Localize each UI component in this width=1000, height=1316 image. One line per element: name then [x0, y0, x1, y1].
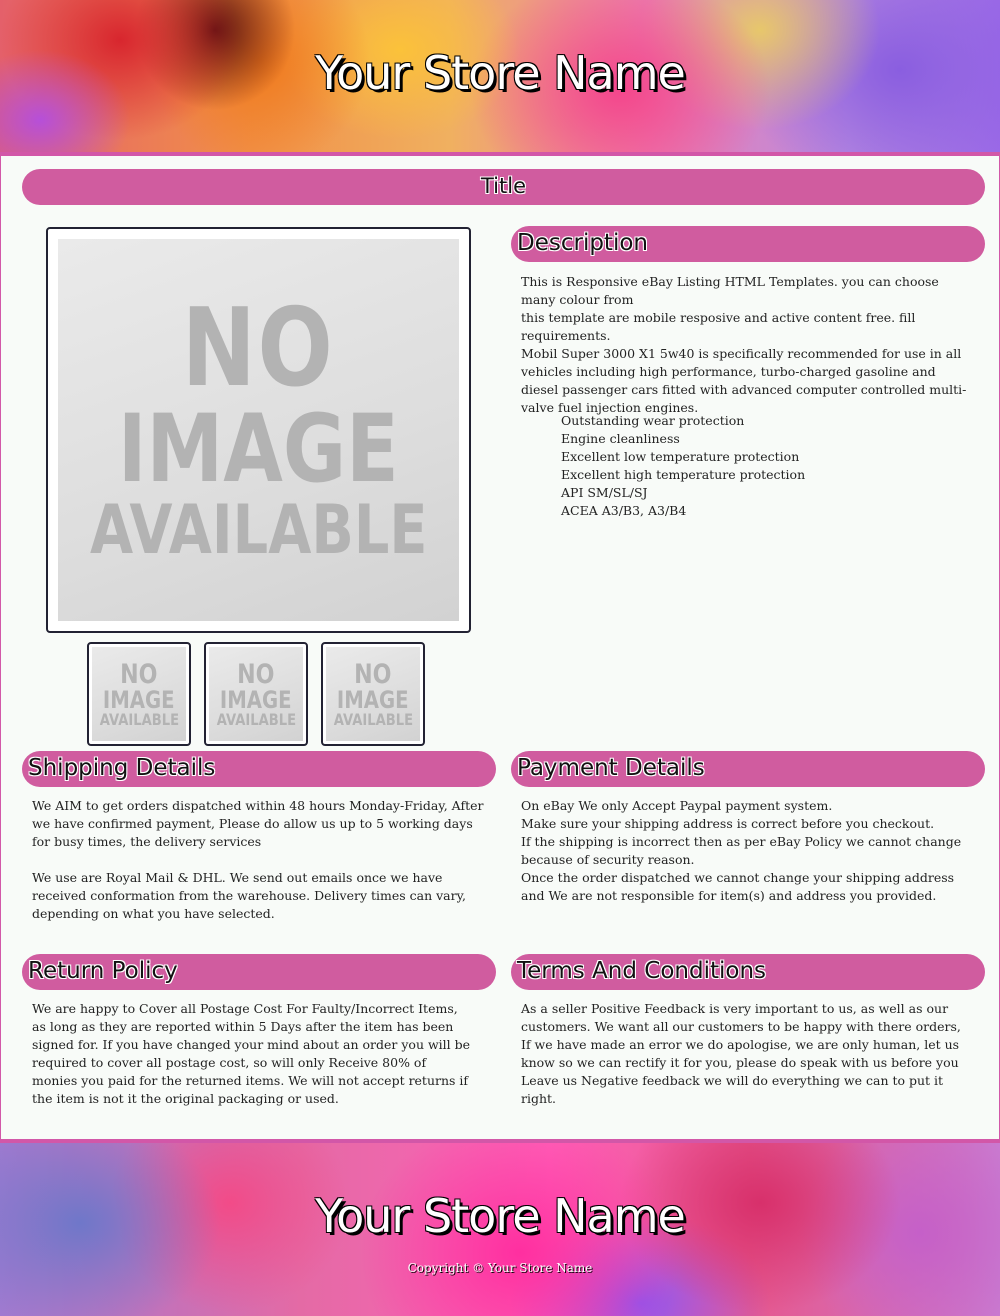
placeholder-text-line2: IMAGE [337, 685, 409, 714]
footer-banner [0, 1139, 1000, 1316]
description-line: This is Responsive eBay Listing HTML Templates. you can choose many colour from [521, 274, 939, 307]
placeholder-text-line1: NO [182, 286, 335, 411]
return-policy-text [32, 1000, 472, 1108]
shipping-text [32, 797, 484, 923]
no-image-placeholder [92, 647, 186, 741]
feature-list [561, 412, 805, 520]
payment-line: If the shipping is incorrect then as per eBay Policy we cannot change because of security reason. [521, 834, 962, 867]
listing-title-bar: Title [22, 169, 985, 205]
feature-item: Excellent low temperature protection [561, 449, 800, 464]
thumbnail-image-2[interactable] [204, 642, 308, 746]
no-image-placeholder [58, 239, 459, 621]
return-policy-heading: Return Policy [22, 954, 496, 990]
thumbnail-image-1[interactable] [87, 642, 191, 746]
terms-text [521, 1000, 971, 1108]
placeholder-text-line3: AVAILABLE [89, 491, 428, 570]
store-name-heading: Your Store Name [315, 46, 685, 100]
copyright-text: Copyright © Your Store Name [407, 1261, 593, 1275]
shipping-heading: Shipping Details [22, 751, 496, 787]
feature-item: Excellent high temperature protection [561, 467, 806, 482]
listing-panel [0, 156, 1000, 1139]
thumbnail-image-3[interactable] [321, 642, 425, 746]
description-text [521, 273, 971, 417]
placeholder-text-line1: NO [237, 658, 275, 690]
placeholder-text-line3: AVAILABLE [216, 709, 296, 729]
placeholder-text-line2: IMAGE [220, 685, 292, 714]
header-banner [0, 0, 1000, 156]
payment-line: On eBay We only Accept Paypal payment system. [521, 798, 833, 813]
description-line: this template are mobile resposive and active content free. fill requirements. [521, 310, 916, 343]
feature-item: Engine cleanliness [561, 431, 680, 446]
no-image-placeholder [326, 647, 420, 741]
no-image-placeholder [209, 647, 303, 741]
feature-item: API SM/SL/SJ [561, 485, 648, 500]
placeholder-text-line1: NO [354, 658, 392, 690]
description-heading: Description [511, 226, 985, 262]
shipping-paragraph: We use are Royal Mail & DHL. We send out emails once we have received conformation from the warehouse. Delivery times can vary, depending on what you have selected. [32, 870, 466, 921]
return-policy-paragraph: We are happy to Cover all Postage Cost For Faulty/Incorrect Items, as long as they are reported within 5 Days after the item has been signed for. If you have changed your mind about an order you will be required to cover all postage cost, so will only Receive 80% of monies you paid for the returned items. We will not accept returns if the item is not it the original packaging or used. [32, 1001, 471, 1106]
placeholder-text-line3: AVAILABLE [99, 709, 179, 729]
feature-item: Outstanding wear protection [561, 413, 745, 428]
shipping-paragraph: We AIM to get orders dispatched within 48 hours Monday-Friday, After we have confirmed payment, Please do allow us up to 5 working days for busy times, the delivery services [32, 798, 484, 849]
main-product-image[interactable] [46, 227, 471, 633]
placeholder-text-line3: AVAILABLE [333, 709, 413, 729]
footer-store-name: Your Store Name [315, 1189, 685, 1243]
placeholder-text-line2: IMAGE [118, 395, 399, 504]
payment-line: Once the order dispatched we cannot change your shipping address and We are not responsible for item(s) and address you provided. [521, 870, 955, 903]
terms-paragraph: As a seller Positive Feedback is very important to us, as well as our customers. We want all our customers to be happy with there orders, If we have made an error we do apologise, we are only human, let us know so we can rectify it for you, please do speak with us before you Leave us Negative feedback we will do everything we can to put it right. [521, 1001, 961, 1106]
description-line: Mobil Super 3000 X1 5w40 is specifically recommended for use in all vehicles including high performance, turbo-charged gasoline and diesel passenger cars fitted with advanced computer controlled multi-valve fuel injection engines. [521, 346, 967, 415]
payment-line: Make sure your shipping address is correct before you checkout. [521, 816, 935, 831]
terms-heading: Terms And Conditions [511, 954, 985, 990]
placeholder-text-line1: NO [120, 658, 158, 690]
payment-text [521, 797, 971, 905]
placeholder-text-line2: IMAGE [103, 685, 175, 714]
payment-heading: Payment Details [511, 751, 985, 787]
feature-item: ACEA A3/B3, A3/B4 [561, 503, 687, 518]
